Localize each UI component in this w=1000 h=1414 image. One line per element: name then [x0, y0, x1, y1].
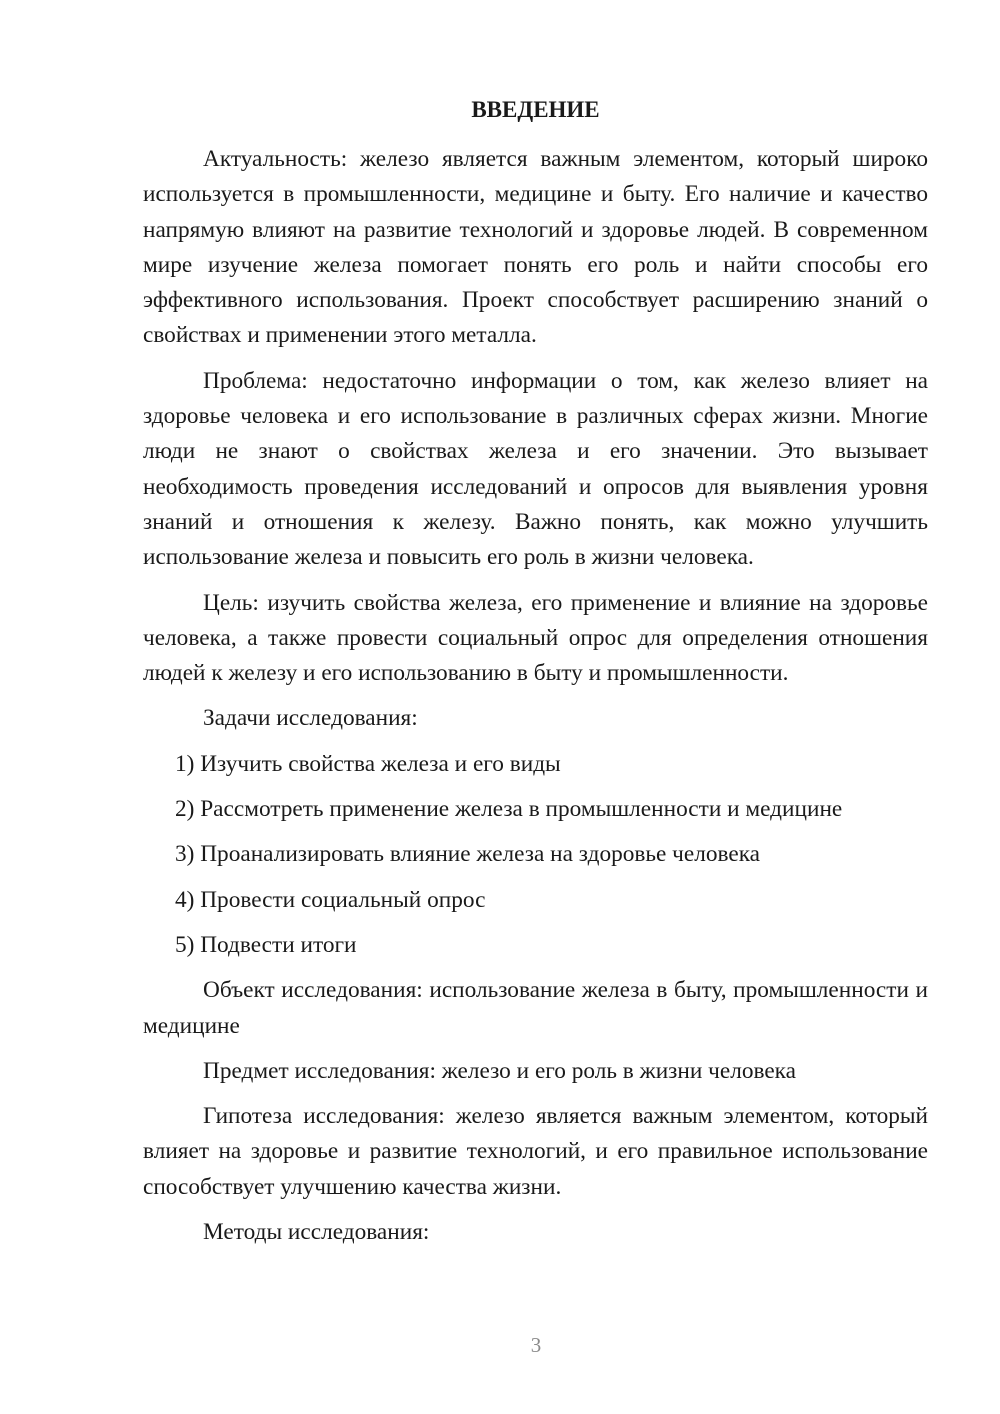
paragraph-relevance: Актуальность: железо является важным элементом, который широко используется в промышленности, медицине и быту. Его наличие и качество напрямую влияют на развитие технологий и здоровье людей. В современном мире изучение железа помогает понять его роль и найти способы его эффективного использования. Проект способствует расширению знаний о свойствах и применении этого металла.: [143, 146, 928, 349]
paragraph-object: Объект исследования: использование железа в быту, промышленности и медицине: [143, 977, 928, 1039]
paragraph-goal: Цель: изучить свойства железа, его применение и влияние на здоровье человека, а также провести социальный опрос для определения отношения людей к железу и его использованию в быту и промышленности.: [143, 589, 928, 687]
paragraph-hypothesis: Гипотеза исследования: железо является важным элементом, который влияет на здоровье и развитие технологий, и его правильное использование способствует улучшению качества жизни.: [143, 1103, 928, 1200]
task-item: 3) Проанализировать влияние железа на здоровье человека: [175, 841, 761, 868]
paragraph-subject: Предмет исследования: железо и его роль в жизни человека: [203, 1057, 796, 1084]
task-item: 1) Изучить свойства железа и его виды: [175, 750, 561, 777]
paragraph-problem: Проблема: недостаточно информации о том, как железо влияет на здоровье человека и его использование в различных сферах жизни. Многие люди не знают о свойствах железа и его значении. Это вызывает необходимость проведения исследований и опросов для выявления уровня знаний и отношения к железу. Важно понять, как можно улучшить использование железа и повысить его роль в жизни человека.: [143, 367, 928, 571]
task-item: 4) Провести социальный опрос: [175, 886, 486, 913]
task-item: 2) Рассмотреть применение железа в промышленности и медицине: [175, 796, 843, 823]
document-page: [143, 92, 928, 1260]
methods-heading: Методы исследования:: [203, 1219, 430, 1246]
page-number: 3: [530, 1333, 542, 1357]
section-title: ВВЕДЕНИЕ: [471, 97, 600, 122]
task-item: 5) Подвести итоги: [175, 931, 357, 958]
tasks-heading: Задачи исследования:: [203, 705, 418, 732]
